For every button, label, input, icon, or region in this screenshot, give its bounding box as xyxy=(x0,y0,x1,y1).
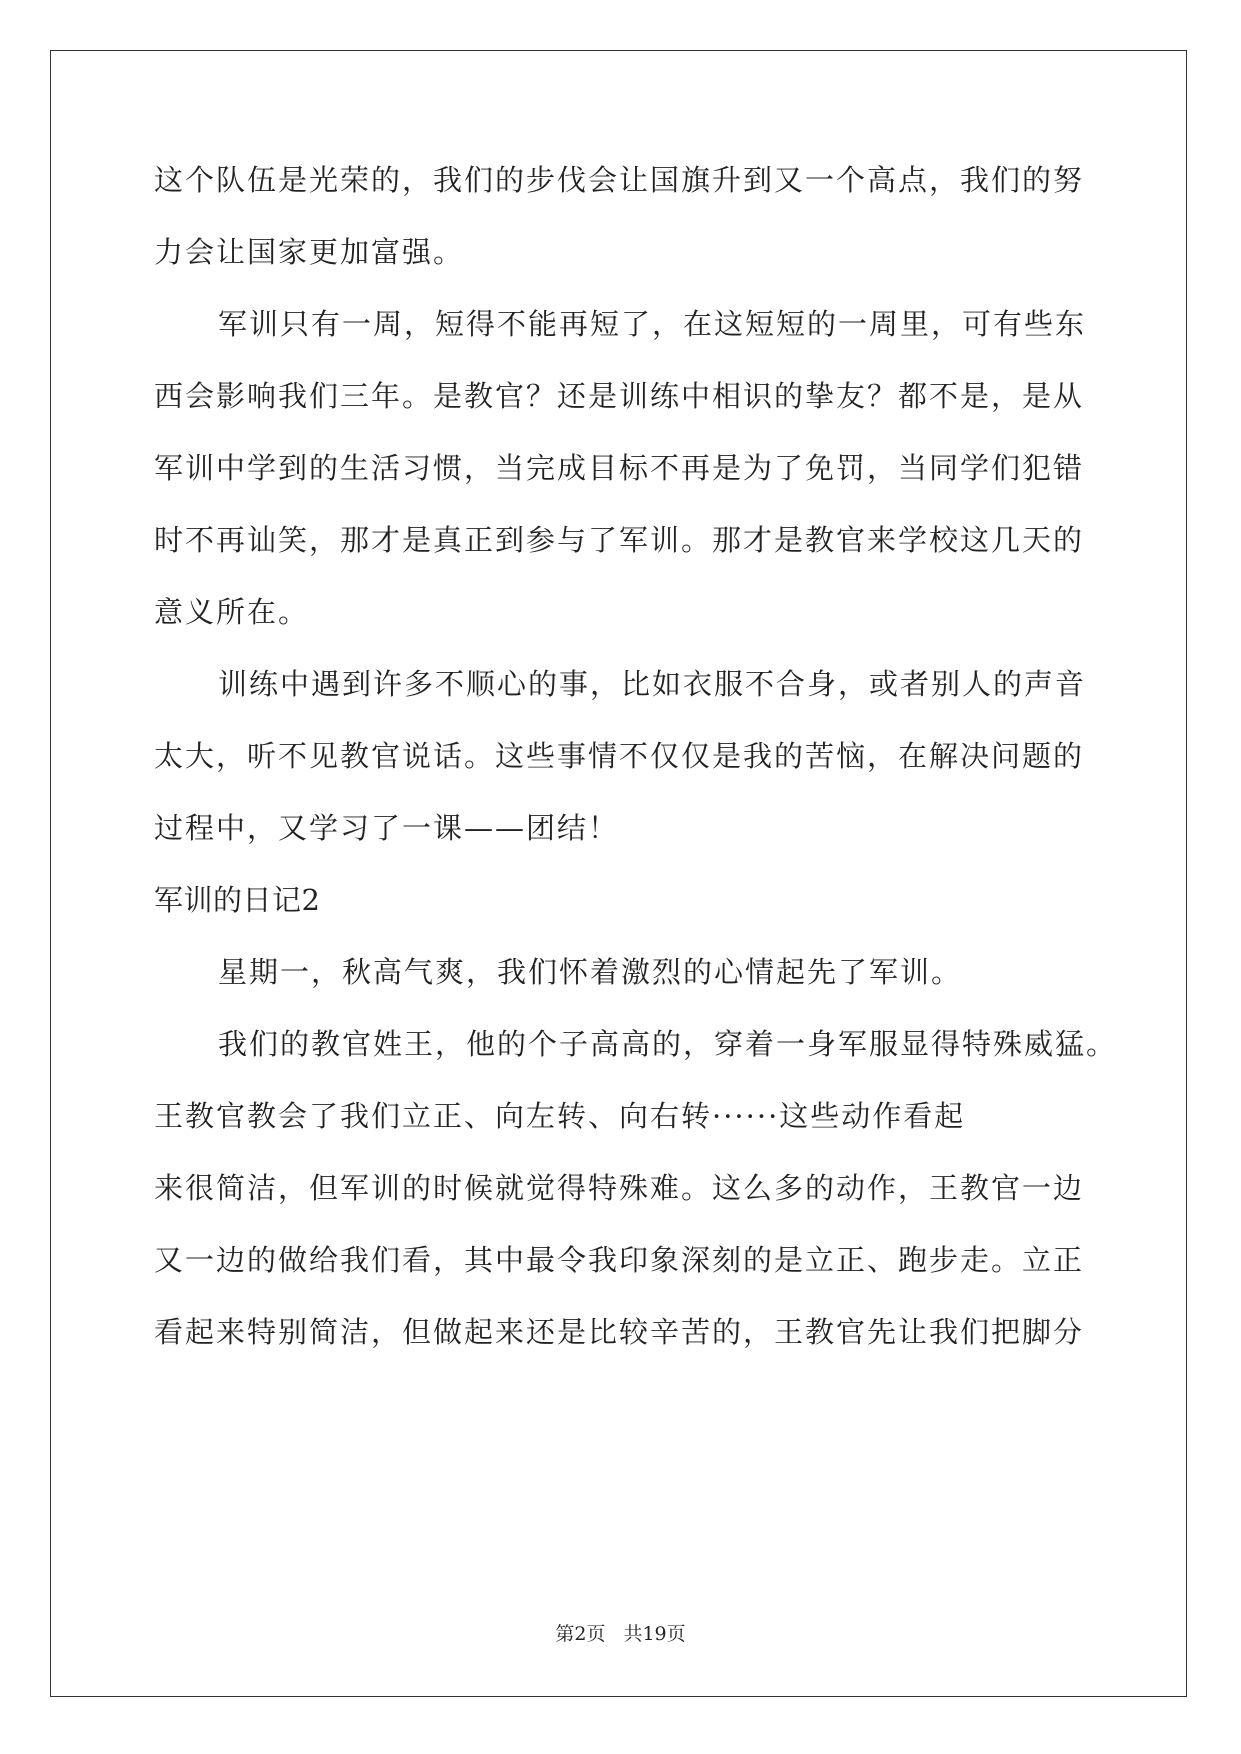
text-line: 时不再讪笑，那才是真正到参与了军训。那才是教官来学校这几天的 xyxy=(154,523,1085,557)
text-line: 太大，听不见教官说话。这些事情不仅仅是我的苦恼，在解决问题的 xyxy=(154,739,1085,773)
text-line: 来很简洁，但军训的时候就觉得特殊难。这么多的动作，王教官一边 xyxy=(154,1171,1085,1205)
page-number: 第2页 xyxy=(555,1623,606,1645)
page-footer xyxy=(0,1622,1241,1646)
page-total: 共19页 xyxy=(623,1623,686,1645)
section-heading: 军训的日记2 xyxy=(154,883,321,917)
paragraph-start-line: 训练中遇到许多不顺心的事，比如衣服不合身，或者别人的声音 xyxy=(218,667,1087,701)
text-line: 意义所在。 xyxy=(154,595,310,629)
text-line: 又一边的做给我们看，其中最令我印象深刻的是立正、跑步走。立正 xyxy=(154,1243,1085,1277)
text-line: 西会影响我们三年。是教官？还是训练中相识的挚友？都不是，是从 xyxy=(154,379,1085,413)
text-line: 王教官教会了我们立正、向左转、向右转······这些动作看起 xyxy=(154,1099,966,1133)
page-border xyxy=(50,50,1187,1697)
text-line: 力会让国家更加富强。 xyxy=(154,235,465,269)
paragraph-start-line: 星期一，秋高气爽，我们怀着激烈的心情起先了军训。 xyxy=(218,955,963,989)
paragraph-start-line: 军训只有一周，短得不能再短了，在这短短的一周里，可有些东 xyxy=(218,307,1087,341)
text-line: 过程中，又学习了一课——团结！ xyxy=(154,811,620,845)
text-line: 军训中学到的生活习惯，当完成目标不再是为了免罚，当同学们犯错 xyxy=(154,451,1085,485)
text-line: 这个队伍是光荣的，我们的步伐会让国旗升到又一个高点，我们的努 xyxy=(154,163,1085,197)
paragraph-start-line: 我们的教官姓王，他的个子高高的，穿着一身军服显得特殊威猛。 xyxy=(218,1027,1118,1061)
text-line: 看起来特别简洁，但做起来还是比较辛苦的，王教官先让我们把脚分 xyxy=(154,1315,1085,1349)
